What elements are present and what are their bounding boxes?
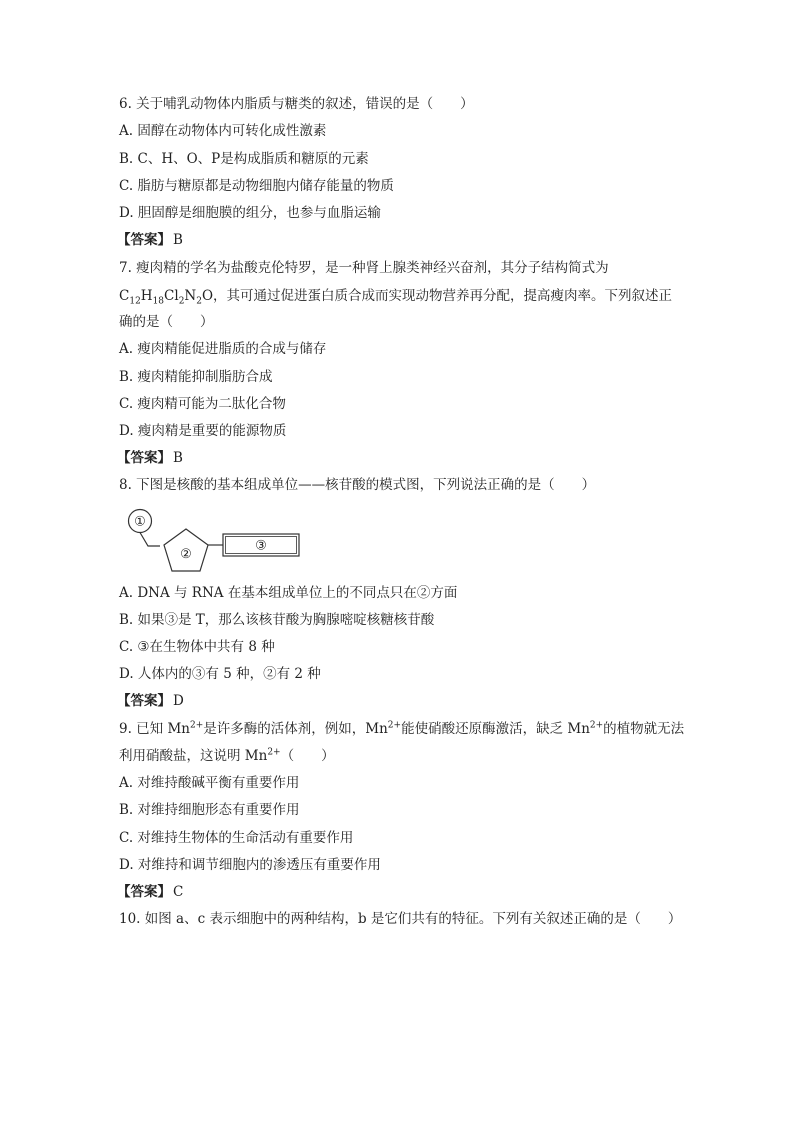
q7-stem-line2: $C_{12}H_{18}Cl_2N_2O$，其可通过促进蛋白质合成而实现动物营养再分配，提高瘦肉率。下列叙述正	[119, 288, 673, 307]
answer-label: 【答案】	[117, 232, 171, 248]
answer-value: B	[173, 232, 183, 248]
answer-label: 【答案】	[117, 450, 171, 466]
q7-option-d: D. 瘦肉精是重要的能源物质	[119, 423, 287, 439]
label-phosphate: ①	[134, 514, 146, 530]
q9-stem-line1: 9. 已知 $Mn^{2+}$是许多酶的活体剂，例如，$Mn^{2+}$能使硝酸还原酶激活，缺乏 $Mn^{2+}$的植物就无法	[119, 720, 685, 737]
q9-option-c: C. 对维持生物体的生命活动有重要作用	[119, 830, 354, 846]
q8-stem: 8. 下图是核酸的基本组成单位——核苷酸的模式图，下列说法正确的是（ ）	[119, 477, 596, 493]
q6-option-d: D. 胆固醇是细胞膜的组分，也参与血脂运输	[119, 205, 381, 221]
q6-option-c: C. 脂肪与糖原都是动物细胞内储存能量的物质	[119, 178, 394, 194]
q7-answer	[117, 449, 183, 467]
q8-option-a: A. DNA 与 RNA 在基本组成单位上的不同点只在②方面	[119, 585, 458, 601]
label-pentose: ②	[180, 547, 192, 562]
q8-option-d: D. 人体内的③有 5 种，②有 2 种	[119, 666, 321, 682]
q10-stem: 10. 如图 a、c 表示细胞中的两种结构，b 是它们共有的特征。下列有关叙述正确的是（ ）	[119, 911, 682, 927]
q7-stem-line1: 7. 瘦肉精的学名为盐酸克伦特罗，是一种肾上腺类神经兴奋剂，其分子结构简式为	[119, 260, 609, 276]
q6-answer	[117, 231, 183, 249]
q7-option-c: C. 瘦肉精可能为二肽化合物	[119, 396, 286, 412]
q8-option-b: B. 如果③是 T，那么该核苷酸为胸腺嘧啶核糖核苷酸	[119, 612, 435, 628]
q9-stem-line2: 利用硝酸盐，这说明 $Mn^{2+}$（ ）	[119, 747, 335, 764]
q7-stem-line3: 确的是（ ）	[119, 314, 214, 330]
q7-option-a: A. 瘦肉精能促进脂质的合成与储存	[119, 341, 327, 357]
nucleotide-diagram	[120, 505, 310, 577]
q9-option-a: A. 对维持酸碱平衡有重要作用	[119, 775, 300, 791]
nucleotide-diagram-svg	[120, 505, 310, 577]
phosphate-sugar-bond	[140, 533, 160, 547]
answer-label: 【答案】	[117, 884, 171, 900]
answer-value: D	[173, 693, 184, 709]
answer-value: B	[173, 450, 183, 466]
q6-stem: 6. 关于哺乳动物体内脂质与糖类的叙述，错误的是（ ）	[119, 96, 474, 112]
q8-option-c: C. ③在生物体中共有 8 种	[119, 639, 275, 655]
answer-value: C	[173, 884, 184, 900]
label-base: ③	[255, 538, 267, 554]
answer-label: 【答案】	[117, 693, 171, 709]
q9-option-b: B. 对维持细胞形态有重要作用	[119, 802, 300, 818]
q7-option-b: B. 瘦肉精能抑制脂肪合成	[119, 369, 273, 385]
molecular-formula: $C_{12}H_{18}Cl_2N_2O$	[119, 288, 214, 307]
q6-option-b: B. C、H、O、P是构成脂质和糖原的元素	[119, 151, 369, 167]
q8-answer	[117, 692, 184, 710]
q9-answer	[117, 883, 183, 901]
q6-option-a: A. 固醇在动物体内可转化成性激素	[119, 123, 327, 139]
q9-option-d: D. 对维持和调节细胞内的渗透压有重要作用	[119, 857, 381, 873]
